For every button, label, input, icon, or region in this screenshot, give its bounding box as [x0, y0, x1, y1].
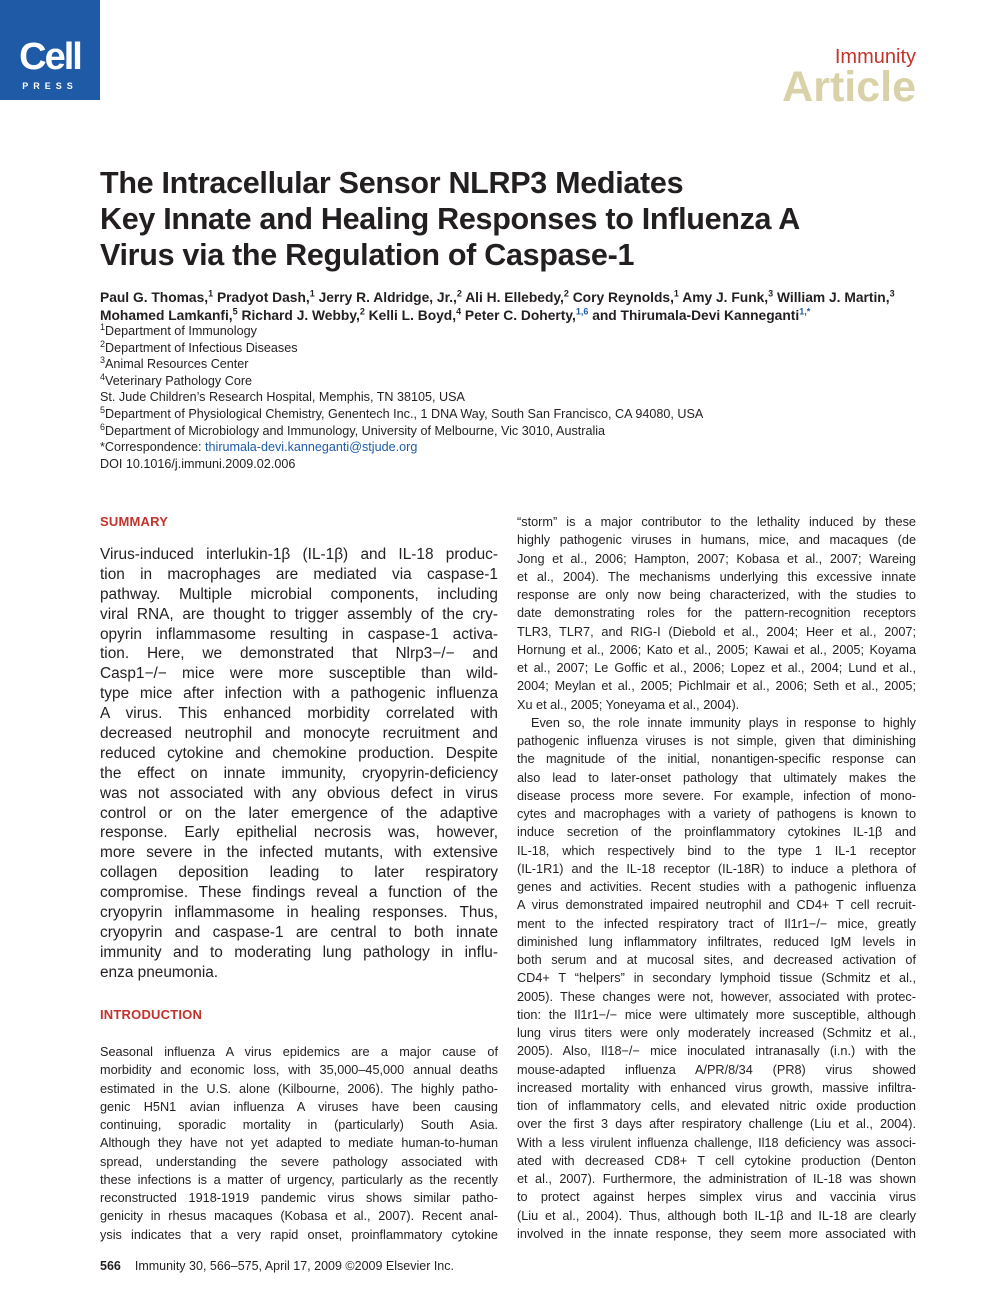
text-line: both serum and at mucosal sites, and decreased activation of: [517, 953, 916, 967]
correspondence-email-link[interactable]: thirumala-devi.kanneganti@stjude.org: [205, 440, 418, 455]
text-line: compromise. These findings reveal a function of the: [100, 884, 498, 902]
affiliation: $^3$Animal Resources Center: [100, 355, 249, 372]
text-line: more severe in the infected mutants, with extensive: [100, 844, 498, 862]
text-line: 2005). These changes were not, however, associated with protec-: [517, 989, 916, 1004]
author-line: Paul G. Thomas,$^1$ Pradyot Dash,$^1$ Jerry R. Aldridge, Jr.,$^2$ Ali H. Ellebedy,$^2$ Cory Reynolds,$^1$ Amy J. Funk,$^3$ William J. Martin,$^3$: [100, 288, 895, 305]
text-line: to protect against herpes simplex virus and vaccinia virus: [517, 1190, 916, 1205]
logo-press: PRESS: [22, 81, 78, 91]
text-line: immunity and to moderating lung pathology in influ-: [100, 943, 498, 961]
logo-word: Cell: [19, 36, 81, 78]
right-column-text: [517, 513, 916, 1243]
affiliation: $^5$Department of Physiological Chemistry, Genentech Inc., 1 DNA Way, South San Francisco, CA 94080, USA: [100, 404, 704, 421]
text-line: et al., 2007). Furthermore, the administration of IL-18 was shown: [517, 1172, 916, 1186]
text-line: Jong et al., 2006; Hampton, 2007; Kobasa et al., 2007; Wareing: [517, 551, 916, 566]
text-line: Seasonal influenza A virus epidemics are a major cause of: [100, 1045, 498, 1059]
text-line: induce secretion of the proinflammatory cytokines IL-1β and: [517, 825, 916, 840]
title-line: Virus via the Regulation of Caspase-1: [100, 238, 635, 272]
text-line: opyrin inflammasome resulting in caspase-1 activa-: [100, 625, 498, 643]
text-line: decreased neutrophil and monocyte recruitment and: [100, 725, 498, 743]
title-line: Key Innate and Healing Responses to Influenza A: [100, 202, 800, 236]
text-line: (Liu et al., 2004). Thus, although both IL-1β and IL-18 are clearly: [517, 1208, 916, 1223]
text-line: Xu et al., 2005; Yoneyama et al., 2004).: [517, 697, 740, 712]
affiliation: $^4$Veterinary Pathology Core: [100, 371, 253, 388]
text-line: A virus. This enhanced morbidity correlated with: [100, 705, 498, 723]
author-list: [100, 289, 930, 325]
affiliations: [100, 323, 930, 472]
text-line: involved in the innate response, they seem more associated with: [517, 1226, 916, 1241]
introduction-text: [100, 1043, 498, 1244]
text-line: reduced cytokine and chemokine production. Despite: [100, 744, 498, 762]
text-line: response. Early epithelial necrosis was, however,: [100, 824, 498, 842]
text-line: ated with decreased CD8+ T cell cytokine production (Denton: [517, 1153, 916, 1168]
journal-citation: Immunity 30, 566–575, April 17, 2009 ©2009 Elsevier Inc.: [134, 1259, 454, 1273]
text-line: spread, understanding the severe pathology associated with: [100, 1154, 498, 1169]
text-line: tion. Here, we demonstrated that Nlrp3−/− and: [100, 645, 498, 663]
text-line: IL-18, which respectively bind to the type 1 IL-1 receptor: [517, 843, 916, 858]
affiliation: $^2$Department of Infectious Diseases: [100, 338, 298, 355]
text-line: Virus-induced interlukin-1β (IL-1β) and IL-18 produc-: [100, 546, 498, 563]
text-line: “storm” is a major contributor to the lethality induced by these: [517, 515, 916, 529]
page-number: 566: [100, 1259, 121, 1273]
introduction-heading: INTRODUCTION: [100, 1007, 203, 1022]
text-line: also lead to later-onset pathology that ultimately makes the: [517, 770, 916, 785]
text-line: genes and activities. Recent studies with a pathogenic influenza: [517, 880, 916, 894]
text-line: ysis indicates that a very rapid onset, proinflammatory cytokine: [100, 1227, 498, 1242]
text-line: increased mortality with enhanced virus growth, massive infiltra-: [517, 1080, 916, 1095]
text-line: highly pathogenic viruses in humans, mice, and macaques (de: [517, 533, 916, 548]
text-line: lung virus titers were only moderately increased (Schmitz et al.,: [517, 1026, 916, 1040]
page-footer: [100, 1259, 454, 1273]
article-title: [100, 165, 900, 273]
text-line: Casp1−/− mice were more susceptible than wild-: [100, 665, 498, 683]
text-line: genic H5N1 avian influenza A viruses have been causing: [100, 1099, 498, 1114]
text-line: et al., 2007; Le Goffic et al., 2006; Lopez et al., 2004; Lund et al.,: [517, 661, 916, 675]
text-line: A virus demonstrated impaired neutrophil and CD4+ T cell recruit-: [517, 898, 916, 913]
text-line: collagen deposition leading to later respiratory: [100, 864, 498, 882]
text-line: response are only now being characterized, with the studies to: [517, 588, 916, 602]
text-line: cryopyrin and caspase-1 are central to both innate: [100, 923, 498, 941]
text-line: ment to the infected respiratory tract of Il1r1−/− mice, greatly: [517, 916, 916, 931]
text-line: 2004; Meylan et al., 2005; Pichlmair et al., 2006; Seth et al., 2005;: [517, 679, 916, 694]
affiliation: St. Jude Children’s Research Hospital, Memphis, TN 38105, USA: [100, 390, 465, 405]
text-line: type mice after infection with a pathogenic influenza: [100, 685, 498, 703]
text-line: (IL-1R1) and the IL-18 receptor (IL-18R) to induce a plethora of: [517, 861, 916, 876]
text-line: TLR3, TLR7, and RIG-I (Diebold et al., 2004; Heer et al., 2007;: [517, 624, 916, 639]
text-line: diminished lung inflammatory infiltrates, reduced IgM levels in: [517, 934, 916, 949]
author-line: Mohamed Lamkanfi,$^5$ Richard J. Webby,$^2$ Kelli L. Boyd,$^4$ Peter C. Doherty,$^{1,6}$ and Thirumala-Devi Kanneganti$^{1,*}$: [100, 306, 811, 323]
text-line: Even so, the role innate immunity plays in response to highly: [531, 715, 916, 730]
text-line: Although they have not yet adapted to mediate human-to-human: [100, 1136, 498, 1151]
text-line: tion: the Il1r1−/− mice were ultimately more susceptible, although: [517, 1007, 916, 1022]
doi: DOI 10.1016/j.immuni.2009.02.006: [100, 456, 296, 471]
affiliation: $^1$Department of Immunology: [100, 321, 257, 338]
text-line: continuing, sporadic mortality in (particularly) South Asia.: [100, 1118, 498, 1132]
title-line: The Intracellular Sensor NLRP3 Mediates: [100, 166, 684, 200]
text-line: mouse-adapted influenza A/PR/8/34 (PR8) virus showed: [517, 1062, 916, 1077]
article-type: Article: [782, 63, 916, 111]
text-line: control or on the later emergence of the adaptive: [100, 804, 498, 822]
correspondence: *Correspondence: thirumala-devi.kanneganti@stjude.org: [100, 440, 418, 455]
journal-name: Immunity: [834, 46, 916, 68]
summary-heading: SUMMARY: [100, 514, 169, 529]
text-line: CD4+ T “helpers” in secondary lymphoid tissue (Schmitz et al.,: [517, 971, 916, 986]
text-line: the effect on innate immunity, cryopyrin-deficiency: [100, 764, 498, 782]
text-line: Hornung et al., 2006; Kato et al., 2005; Kawai et al., 2005; Koyama: [517, 642, 916, 657]
text-line: the magnitude of the initial, nonantigen-specific response can: [517, 752, 916, 767]
text-line: 2005). Also, Il18−/− mice inoculated intranasally (i.n.) with the: [517, 1044, 916, 1059]
text-line: morbidity and economic loss, with 35,000–45,000 annual deaths: [100, 1063, 498, 1078]
text-line: tion in macrophages are mediated via caspase-1: [100, 565, 498, 583]
cell-press-logo: [0, 0, 100, 100]
text-line: enza pneumonia.: [100, 963, 219, 981]
text-line: was not associated with any obvious defect in virus: [100, 784, 498, 802]
text-line: et al., 2004). The mechanisms underlying this excessive innate: [517, 569, 916, 584]
text-line: With a less virulent influenza challenge, Il18 deficiency was associ-: [517, 1135, 916, 1150]
text-line: genicity in rhesus macaques (Kobasa et al., 2007). Recent anal-: [100, 1209, 498, 1224]
affiliation: $^6$Department of Microbiology and Immunology, University of Melbourne, Vic 3010, Australia: [100, 421, 606, 438]
text-line: pathogenic influenza viruses is not simple, given that diminishing: [517, 734, 916, 748]
text-line: tion of inflammatory cells, and elevated nitric oxide production: [517, 1099, 916, 1113]
summary-text: [100, 545, 498, 983]
text-line: these infections is a matter of urgency, particularly as the recently: [100, 1172, 498, 1187]
text-line: viral RNA, are thought to trigger assembly of the cry-: [100, 605, 498, 623]
text-line: estimated in the U.S. alone (Kilbourne, 2006). The highly patho-: [100, 1081, 498, 1096]
text-line: pathway. Multiple microbial components, including: [100, 585, 498, 603]
text-line: cytes and macrophages with a variety of pathogens is known to: [517, 807, 916, 821]
text-line: reconstructed 1918-1919 pandemic virus shows similar patho-: [100, 1191, 498, 1205]
text-line: cryopyrin inflammasome in healing responses. Thus,: [100, 904, 498, 922]
text-line: over the first 3 days after respiratory challenge (Liu et al., 2004).: [517, 1117, 916, 1132]
text-line: date demonstrating roles for the pattern-recognition receptors: [517, 606, 916, 621]
text-line: disease process more severe. For example, infection of mono-: [517, 788, 916, 803]
